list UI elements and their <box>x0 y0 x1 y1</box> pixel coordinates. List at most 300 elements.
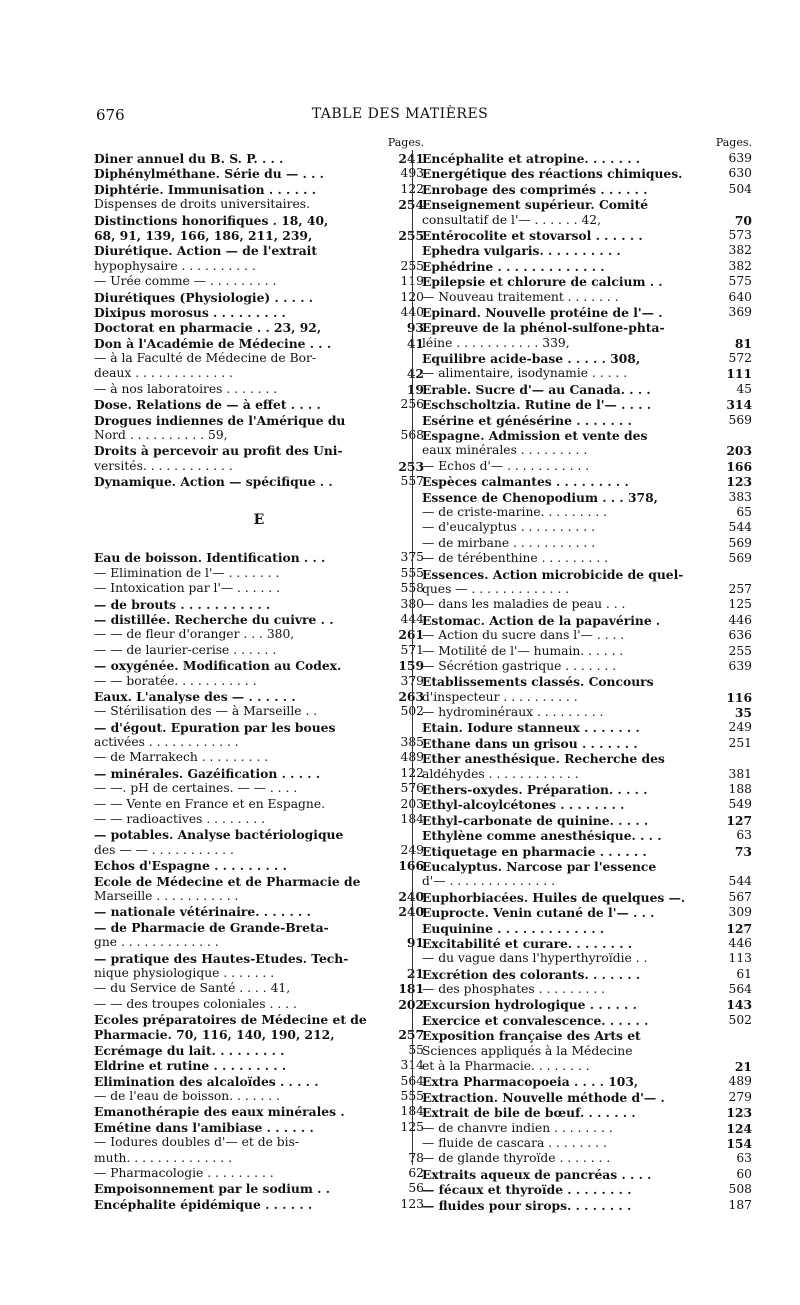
entry-text: Encéphalite et atropine. . . . . . . <box>422 151 641 166</box>
entry-text: Sciences appliqués à la Médecine <box>422 1043 633 1058</box>
entry-page-number: 124 <box>726 1120 752 1136</box>
page-number: 676 <box>96 106 125 124</box>
entry-text: Etablissements classés. Concours <box>422 674 654 690</box>
index-entry <box>94 151 424 166</box>
pages-header: Pages. <box>387 136 424 149</box>
entry-page-number: 184 <box>400 1104 424 1119</box>
entry-page-number: 572 <box>728 351 752 366</box>
index-entry <box>422 813 752 828</box>
entry-page-number: 489 <box>728 1074 752 1089</box>
index-entry <box>94 720 424 735</box>
index-entry <box>422 613 752 628</box>
entry-text: activées . . . . . . . . . . . . <box>94 735 239 750</box>
entry-text: Etiquetage en pharmacie . . . . . . <box>422 843 647 859</box>
entry-text: Ether anesthésique. Recherche des <box>422 751 665 767</box>
index-entry <box>94 643 424 658</box>
index-entry <box>422 490 752 505</box>
index-entry <box>422 1059 752 1074</box>
index-entry <box>422 890 752 905</box>
index-entry <box>422 305 752 320</box>
entry-text: consultatif de l'— . . . . . . 42, <box>422 212 602 227</box>
entry-text: Eau de boisson. Identification . . . <box>94 550 326 566</box>
entry-text: 68, 91, 139, 166, 186, 211, 239, <box>94 227 313 243</box>
index-entry <box>94 228 424 243</box>
index-entry <box>94 182 424 197</box>
entry-page-number: 187 <box>728 1197 752 1212</box>
entry-text: — Pharmacologie . . . . . . . . . <box>94 1166 274 1180</box>
entry-text: Erable. Sucre d'— au Canada. . . . <box>422 381 651 397</box>
index-entry <box>94 197 424 212</box>
index-entry <box>94 397 424 412</box>
index-entry <box>94 1135 424 1150</box>
entry-page-number: 154 <box>726 1136 752 1151</box>
index-entry <box>422 1074 752 1089</box>
entry-text: — Motilité de l'— humain. . . . . . <box>422 643 624 658</box>
index-entry <box>422 1121 752 1136</box>
entry-text: — distillée. Recherche du cuivre . . <box>94 611 334 627</box>
entry-text: — potables. Analyse bactériologique <box>94 827 344 843</box>
index-entry <box>94 274 424 289</box>
index-entry <box>94 904 424 919</box>
entry-text: Euphorbiacées. Huiles de quelques —. <box>422 889 686 905</box>
entry-text: Diurétiques (Physiologie) . . . . . <box>94 289 314 305</box>
index-entry <box>422 520 752 535</box>
entry-page-number: 549 <box>728 797 752 812</box>
entry-text: — — des troupes coloniales . . . . <box>94 996 297 1011</box>
entry-page-number: 369 <box>728 304 752 319</box>
entry-text: léine . . . . . . . . . . . 339, <box>422 335 570 350</box>
index-entry <box>94 951 424 966</box>
entry-page-number: 159 <box>398 658 424 674</box>
entry-text: et à la Pharmacie. . . . . . . . <box>422 1059 590 1074</box>
index-entry <box>94 566 424 581</box>
entry-page-number: 181 <box>398 981 424 997</box>
index-entry <box>94 1197 424 1212</box>
entry-text: Exercice et convalescence. . . . . . <box>422 1012 649 1028</box>
entry-page-number: 116 <box>726 689 752 705</box>
entry-page-number: 240 <box>398 888 424 904</box>
index-entry <box>94 1027 424 1042</box>
entry-text: — — de fleur d'oranger . . . 380, <box>94 627 295 642</box>
entry-text: — pratique des Hautes-Etudes. Tech- <box>94 950 349 966</box>
index-entry <box>94 966 424 981</box>
index-entry <box>422 736 752 751</box>
entry-text: Extraction. Nouvelle méthode d'— . <box>422 1089 665 1105</box>
entry-text: — — de laurier-cerise . . . . . . <box>94 642 277 657</box>
entry-page-number: 123 <box>726 474 752 490</box>
entry-text: — dans les maladies de peau . . . <box>422 597 626 612</box>
entry-text: — de criste-marine. . . . . . . . . <box>422 504 608 519</box>
index-entry <box>422 720 752 735</box>
index-entry <box>422 413 752 428</box>
entry-page-number: 440 <box>400 304 424 319</box>
entry-page-number: 489 <box>400 750 424 765</box>
spacer <box>94 490 424 505</box>
entry-text: Excitabilité et curare. . . . . . . . <box>422 935 633 951</box>
entry-page-number: 184 <box>400 812 424 827</box>
index-entry <box>422 320 752 335</box>
entry-page-number: 203 <box>726 443 752 459</box>
entry-page-number: 256 <box>400 397 424 412</box>
index-entry <box>94 1120 424 1135</box>
entry-page-number: 122 <box>400 765 424 780</box>
entry-text: Extrait de bile de bœuf. . . . . . . <box>422 1105 636 1121</box>
entry-text: Estomac. Action de la papavérine . <box>422 612 661 628</box>
entry-text: Echos d'Espagne . . . . . . . . . <box>94 858 287 874</box>
index-entry <box>422 1167 752 1182</box>
entry-text: Ecole de Médecine et de Pharmacie de <box>94 873 361 889</box>
entry-page-number: 385 <box>400 735 424 750</box>
entry-text: — d'eucalyptus . . . . . . . . . . <box>422 520 595 535</box>
entry-text: — du Service de Santé . . . . 41, <box>94 981 291 996</box>
entry-text: — Nouveau traitement . . . . . . . <box>422 289 619 304</box>
entry-text: — Urée comme — . . . . . . . . . <box>94 274 277 289</box>
entry-page-number: 555 <box>400 1089 424 1104</box>
entry-text: Emanothérapie des eaux minérales . <box>94 1104 345 1120</box>
index-entry <box>94 704 424 719</box>
entry-page-number: 571 <box>400 642 424 657</box>
entry-text: — de mirbane . . . . . . . . . . . <box>422 535 596 550</box>
entry-text: — Elimination de l'— . . . . . . . <box>94 565 280 580</box>
entry-page-number: 253 <box>398 458 424 474</box>
entry-page-number: 63 <box>736 828 752 843</box>
index-entry <box>422 797 752 812</box>
index-entry <box>422 474 752 489</box>
entry-text: — hydrominéraux . . . . . . . . . <box>422 705 604 720</box>
entry-text: versités. . . . . . . . . . . . <box>94 458 233 473</box>
entry-text: Eaux. L'analyse des — . . . . . . <box>94 688 296 704</box>
index-entry <box>94 827 424 842</box>
index-entry <box>422 443 752 458</box>
index-entry <box>422 151 752 166</box>
entry-text: gne . . . . . . . . . . . . . <box>94 935 219 950</box>
entry-text: — des phosphates . . . . . . . . . <box>422 982 606 997</box>
index-entry <box>94 382 424 397</box>
index-entry <box>422 259 752 274</box>
entry-text: Ecoles préparatoires de Médecine et de <box>94 1012 367 1028</box>
entry-page-number: 557 <box>400 474 424 489</box>
index-entry <box>422 182 752 197</box>
entry-text: Encéphalite épidémique . . . . . . <box>94 1196 313 1212</box>
entry-text: — —. pH de certaines. — — . . . . <box>94 781 298 796</box>
entry-text: — — boratée. . . . . . . . . . . <box>94 673 257 688</box>
entry-page-number: 504 <box>728 181 752 196</box>
index-entry <box>94 689 424 704</box>
entry-page-number: 81 <box>734 335 752 351</box>
entry-page-number: 383 <box>728 489 752 504</box>
entry-page-number: 123 <box>400 1196 424 1211</box>
entry-text: Elimination des alcaloïdes . . . . . <box>94 1073 319 1089</box>
entry-page-number: 255 <box>400 258 424 273</box>
index-entry <box>422 705 752 720</box>
index-entry <box>94 351 424 366</box>
index-entry <box>94 858 424 873</box>
index-entry <box>422 767 752 782</box>
entry-page-number: 569 <box>728 412 752 427</box>
entry-page-number: 241 <box>398 151 424 166</box>
entry-page-number: 630 <box>728 166 752 181</box>
index-entry <box>422 290 752 305</box>
entry-page-number: 249 <box>728 720 752 735</box>
entry-text: ques — . . . . . . . . . . . . . <box>422 581 570 596</box>
entry-page-number: 446 <box>728 935 752 950</box>
entry-page-number: 188 <box>728 782 752 797</box>
entry-text: — Iodures doubles d'— et de bis- <box>94 1135 300 1150</box>
entry-text: Excrétion des colorants. . . . . . . <box>422 966 641 982</box>
entry-page-number: 122 <box>400 181 424 196</box>
index-entry <box>94 1151 424 1166</box>
entry-page-number: 113 <box>728 951 752 966</box>
entry-text: Extraits aqueux de pancréas . . . . <box>422 1166 652 1182</box>
entry-page-number: 575 <box>728 274 752 289</box>
index-entry <box>94 889 424 904</box>
entry-text: Dixipus morosus . . . . . . . . . <box>94 304 286 320</box>
entry-page-number: 56 <box>408 1181 424 1196</box>
column-divider <box>412 150 413 1165</box>
entry-text: muth. . . . . . . . . . . . . . <box>94 1150 232 1165</box>
entry-text: — Intoxication par l'— . . . . . . <box>94 581 281 596</box>
entry-page-number: 166 <box>726 458 752 474</box>
index-entry <box>94 1166 424 1181</box>
entry-text: — alimentaire, isodynamie . . . . . <box>422 366 628 381</box>
index-entry <box>422 382 752 397</box>
index-entry <box>422 1028 752 1043</box>
entry-text: Dispenses de droits universitaires. <box>94 197 310 212</box>
index-entry <box>422 536 752 551</box>
entry-text: Emétine dans l'amibiase . . . . . . <box>94 1119 314 1135</box>
index-entry <box>94 781 424 796</box>
entry-text: aldéhydes . . . . . . . . . . . . <box>422 766 579 781</box>
entry-page-number: 573 <box>728 227 752 242</box>
index-entry <box>94 366 424 381</box>
index-entry <box>94 290 424 305</box>
entry-text: — de térébenthine . . . . . . . . . <box>422 551 609 566</box>
index-entry <box>422 213 752 228</box>
index-entry <box>94 597 424 612</box>
index-entry <box>422 690 752 705</box>
index-entry <box>422 1198 752 1213</box>
entry-page-number: 19 <box>406 381 424 397</box>
entry-text: Enseignement supérieur. Comité <box>422 197 649 213</box>
entry-text: Epreuve de la phénol-sulfone-phta- <box>422 320 665 336</box>
entry-page-number: 263 <box>398 688 424 704</box>
entry-text: Diphénylméthane. Série du — . . . <box>94 166 324 182</box>
entry-page-number: 568 <box>400 428 424 443</box>
entry-text: Enrobage des comprimés . . . . . . <box>422 181 648 197</box>
index-entry <box>94 259 424 274</box>
index-entry <box>94 1074 424 1089</box>
index-entry <box>94 627 424 642</box>
entry-page-number: 254 <box>398 197 424 213</box>
entry-page-number: 125 <box>728 597 752 612</box>
entry-text: Extra Pharmacopoeia . . . . 103, <box>422 1074 639 1090</box>
index-entry <box>422 951 752 966</box>
entry-text: — de brouts . . . . . . . . . . . <box>94 596 271 612</box>
index-entry <box>422 1151 752 1166</box>
entry-text: — Stérilisation des — à Marseille . . <box>94 704 318 719</box>
entry-page-number: 558 <box>400 581 424 596</box>
entry-text: Doctorat en pharmacie . . 23, 92, <box>94 320 322 336</box>
entry-text: Entérocolite et stovarsol . . . . . . <box>422 227 643 243</box>
index-entry <box>422 351 752 366</box>
entry-page-number: 120 <box>400 289 424 304</box>
index-entry <box>94 243 424 258</box>
entry-page-number: 73 <box>734 843 752 859</box>
entry-text: — à la Faculté de Médecine de Bor- <box>94 351 317 366</box>
entry-page-number: 502 <box>728 1012 752 1027</box>
entry-text: — fluide de cascara . . . . . . . . <box>422 1136 607 1150</box>
entry-page-number: 309 <box>728 905 752 920</box>
entry-text: Distinctions honorifiques . 18, 40, <box>94 212 329 228</box>
index-entry <box>94 1043 424 1058</box>
entry-text: — de glande thyroïde . . . . . . . <box>422 1151 611 1166</box>
entry-text: Ethylène comme anesthésique. . . . <box>422 828 662 844</box>
entry-text: Essences. Action microbicide de quel- <box>422 566 684 582</box>
index-entry <box>94 843 424 858</box>
index-entry <box>94 920 424 935</box>
entry-page-number: 127 <box>726 812 752 828</box>
index-entry <box>94 812 424 827</box>
entry-text: Empoisonnement par le sodium . . <box>94 1181 330 1197</box>
entry-page-number: 127 <box>726 920 752 936</box>
entry-text: — Sécrétion gastrique . . . . . . . <box>422 658 617 673</box>
index-entry <box>94 1012 424 1027</box>
entry-text: Ethyl-alcoylcétones . . . . . . . . <box>422 797 625 813</box>
entry-text: Nord . . . . . . . . . . 59, <box>94 428 228 443</box>
index-entry <box>94 766 424 781</box>
index-entry <box>422 936 752 951</box>
entry-page-number: 111 <box>726 366 752 382</box>
entry-text: Dose. Relations de — à effet . . . . <box>94 397 321 413</box>
entry-page-number: 564 <box>728 982 752 997</box>
entry-page-number: 544 <box>728 520 752 535</box>
entry-page-number: 639 <box>728 658 752 673</box>
entry-page-number: 576 <box>400 781 424 796</box>
entry-text: des — — . . . . . . . . . . . <box>94 842 234 857</box>
index-entry <box>94 166 424 181</box>
index-entry <box>94 459 424 474</box>
entry-page-number: 261 <box>398 627 424 643</box>
index-entry <box>422 274 752 289</box>
index-entry <box>94 874 424 889</box>
entry-page-number: 93 <box>406 320 424 336</box>
entry-page-number: 65 <box>736 504 752 519</box>
index-entry <box>422 1182 752 1197</box>
entries-list <box>422 151 752 1213</box>
index-entry <box>422 597 752 612</box>
entry-page-number: 640 <box>728 289 752 304</box>
index-entry <box>94 612 424 627</box>
entry-text: Etain. Iodure stanneux . . . . . . . <box>422 720 640 736</box>
index-entry <box>422 197 752 212</box>
entry-page-number: 55 <box>408 1042 424 1057</box>
entry-text: — — radioactives . . . . . . . . <box>94 812 265 827</box>
index-entry <box>94 474 424 489</box>
entry-page-number: 257 <box>728 581 752 596</box>
entry-page-number: 240 <box>398 904 424 920</box>
entry-page-number: 567 <box>728 889 752 904</box>
entry-text: nique physiologique . . . . . . . <box>94 965 275 980</box>
index-entry <box>422 874 752 889</box>
index-entry <box>422 336 752 351</box>
entry-page-number: 636 <box>728 628 752 643</box>
index-entry <box>94 797 424 812</box>
entry-text: — de chanvre indien . . . . . . . . <box>422 1120 613 1135</box>
entry-text: Ethyl-carbonate de quinine. . . . . <box>422 812 649 828</box>
index-entry <box>422 166 752 181</box>
entry-text: — nationale vétérinaire. . . . . . . <box>94 904 311 920</box>
entry-page-number: 382 <box>728 243 752 258</box>
index-entry <box>94 658 424 673</box>
entry-text: Exposition française des Arts et <box>422 1028 641 1044</box>
entry-page-number: 21 <box>734 1059 752 1075</box>
entry-text: Eschscholtzia. Rutine de l'— . . . . <box>422 397 652 413</box>
entry-text: hypophysaire . . . . . . . . . . <box>94 258 256 273</box>
section-letter: E <box>253 511 265 528</box>
entry-page-number: 45 <box>736 381 752 396</box>
entry-text: Eucalyptus. Narcose par l'essence <box>422 858 657 874</box>
index-entry <box>422 782 752 797</box>
entry-text: — fécaux et thyroïde . . . . . . . . <box>422 1182 632 1198</box>
entry-text: Diphtérie. Immunisation . . . . . . <box>94 181 316 197</box>
index-entry <box>422 921 752 936</box>
entry-text: — de Pharmacie de Grande-Breta- <box>94 919 329 935</box>
entry-page-number: 380 <box>400 596 424 611</box>
entry-text: Ephedra vulgaris. . . . . . . . . . <box>422 243 621 259</box>
entry-text: Don à l'Académie de Médecine . . . <box>94 335 332 351</box>
index-entry <box>422 243 752 258</box>
entry-page-number: 382 <box>728 258 752 273</box>
entry-page-number: 375 <box>400 550 424 565</box>
entry-page-number: 257 <box>398 1027 424 1043</box>
entry-page-number: 444 <box>400 611 424 626</box>
index-column-left <box>94 134 424 1212</box>
index-entry <box>94 1089 424 1104</box>
index-entry <box>94 674 424 689</box>
entry-text: — du vague dans l'hyperthyroïdie . . <box>422 951 648 966</box>
entry-page-number: 569 <box>728 551 752 566</box>
entry-text: Esérine et génésérine . . . . . . . <box>422 412 632 428</box>
entry-page-number: 166 <box>398 858 424 874</box>
index-entry <box>422 844 752 859</box>
index-entry <box>94 735 424 750</box>
entry-page-number: 508 <box>728 1182 752 1197</box>
entry-text: Energétique des réactions chimiques. <box>422 166 683 182</box>
entry-text: Epilepsie et chlorure de calcium . . <box>422 274 663 290</box>
index-entry <box>422 644 752 659</box>
index-entry <box>94 981 424 996</box>
entry-text: Equilibre acide-base . . . . . 308, <box>422 351 641 367</box>
entry-page-number: 61 <box>736 966 752 981</box>
entry-page-number: 125 <box>400 1119 424 1134</box>
index-entry <box>94 997 424 1012</box>
entry-page-number: 569 <box>728 535 752 550</box>
entry-page-number: 446 <box>728 612 752 627</box>
entry-page-number: 381 <box>728 766 752 781</box>
entry-text: — à nos laboratoires . . . . . . . <box>94 381 278 396</box>
entry-text: Espèces calmantes . . . . . . . . . <box>422 474 629 490</box>
entry-page-number: 203 <box>400 796 424 811</box>
entry-text: Marseille . . . . . . . . . . . <box>94 888 239 903</box>
index-entry <box>422 505 752 520</box>
index-column-right <box>422 134 752 1213</box>
entry-page-number: 35 <box>734 705 752 721</box>
index-entry <box>94 581 424 596</box>
entry-page-number: 63 <box>736 1151 752 1166</box>
entry-text: Excursion hydrologique . . . . . . <box>422 997 637 1013</box>
entry-text: — d'égout. Epuration par les boues <box>94 719 336 735</box>
index-entry <box>94 213 424 228</box>
